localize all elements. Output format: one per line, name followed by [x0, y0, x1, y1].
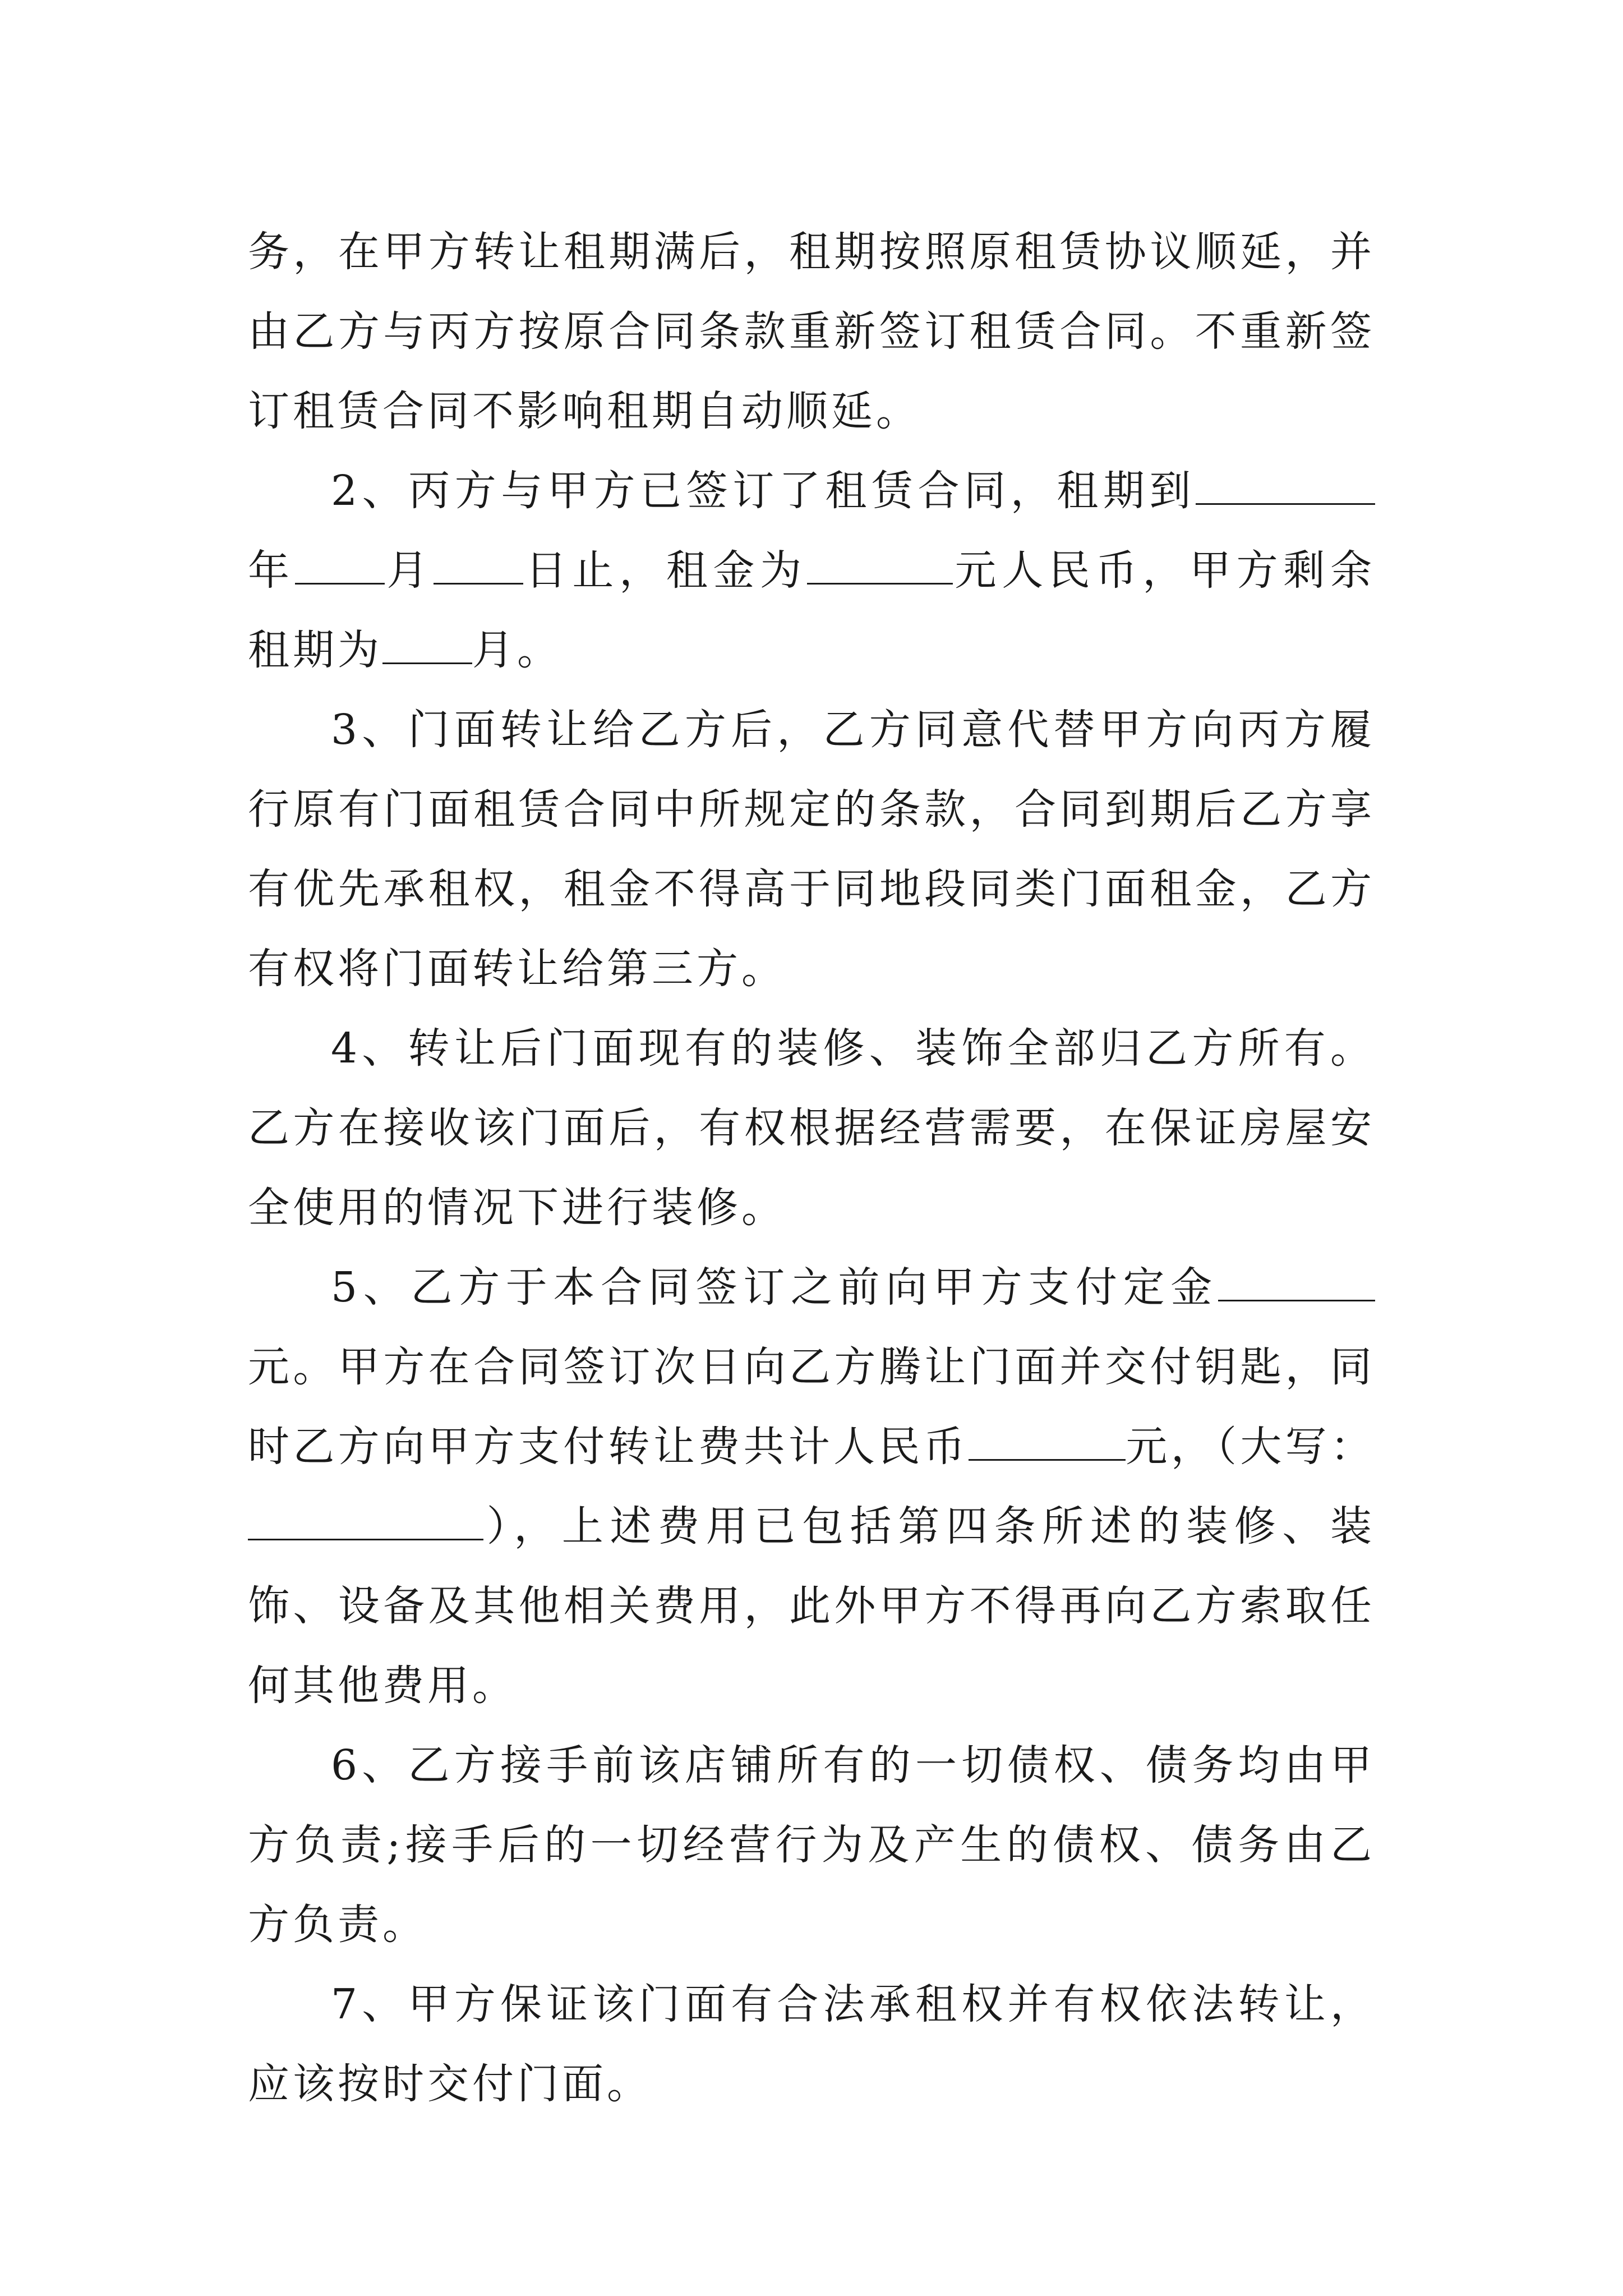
paragraph-continuation: 务，在甲方转让租期满后，租期按照原租赁协议顺延，并由乙方与丙方按原合同条款重新签订租赁合同。不重新签订租赁合同不影响租期自动顺延。	[248, 228, 1375, 435]
clause-2-text-b: 年	[248, 546, 295, 595]
document-body	[248, 212, 1375, 2124]
clause-2-text-f: 月。	[472, 626, 562, 674]
paragraph-clause-3: 3、门面转让给乙方后，乙方同意代替甲方向丙方履行原有门面租赁合同中所规定的条款，合同到期后乙方享有优先承租权，租金不得高于同地段同类门面租金，乙方有权将门面转让给第三方。	[248, 706, 1375, 993]
clause-5-text-a: 5、乙方于本合同签订之前向甲方支付定金	[331, 1263, 1218, 1312]
amount-in-words-blank	[248, 1499, 483, 1540]
clause-2-text-c: 月	[384, 546, 434, 595]
paragraph-clause-6: 6、乙方接手前该店铺所有的一切债权、债务均由甲方负责;接手后的一切经营行为及产生的债权、债务由乙方负责。	[248, 1741, 1375, 1949]
paragraph-clause-7: 7、甲方保证该门面有合法承租权并有权依法转让，应该按时交付门面。	[248, 1980, 1375, 2108]
clause-2-text-a: 2、丙方与甲方已签订了租赁合同，租期到	[331, 467, 1196, 515]
lease-end-year-blank	[1196, 464, 1375, 505]
clause-5-text-c: 元，（大写：	[1126, 1423, 1376, 1471]
deposit-amount-blank	[1218, 1260, 1375, 1301]
paragraph-clause-2	[248, 451, 1375, 690]
transfer-fee-blank	[969, 1420, 1126, 1461]
lease-end-day-blank	[434, 544, 523, 585]
clause-5-text-d: ），上述费用已包括第四条所述的装修、装饰、设备及其他相关费用，此外甲方不得再向乙方索取任何其他费用。	[248, 1502, 1375, 1710]
remaining-months-blank	[382, 623, 472, 664]
clause-2-text-d: 日止，租金为	[523, 546, 807, 595]
clause-2-text-e: 元人民币，甲方剩余租期为	[248, 546, 1376, 674]
lease-end-month-blank	[295, 544, 385, 585]
paragraph-clause-5	[248, 1248, 1375, 1726]
paragraph-clause-4: 4、转让后门面现有的装修、装饰全部归乙方所有。乙方在接收该门面后，有权根据经营需要，在保证房屋安全使用的情况下进行装修。	[248, 1024, 1375, 1232]
clause-5-text-b: 元。甲方在合同签订次日向乙方腾让门面并交付钥匙，同时乙方向甲方支付转让费共计人民币	[248, 1343, 1375, 1471]
rent-amount-blank	[807, 544, 953, 585]
